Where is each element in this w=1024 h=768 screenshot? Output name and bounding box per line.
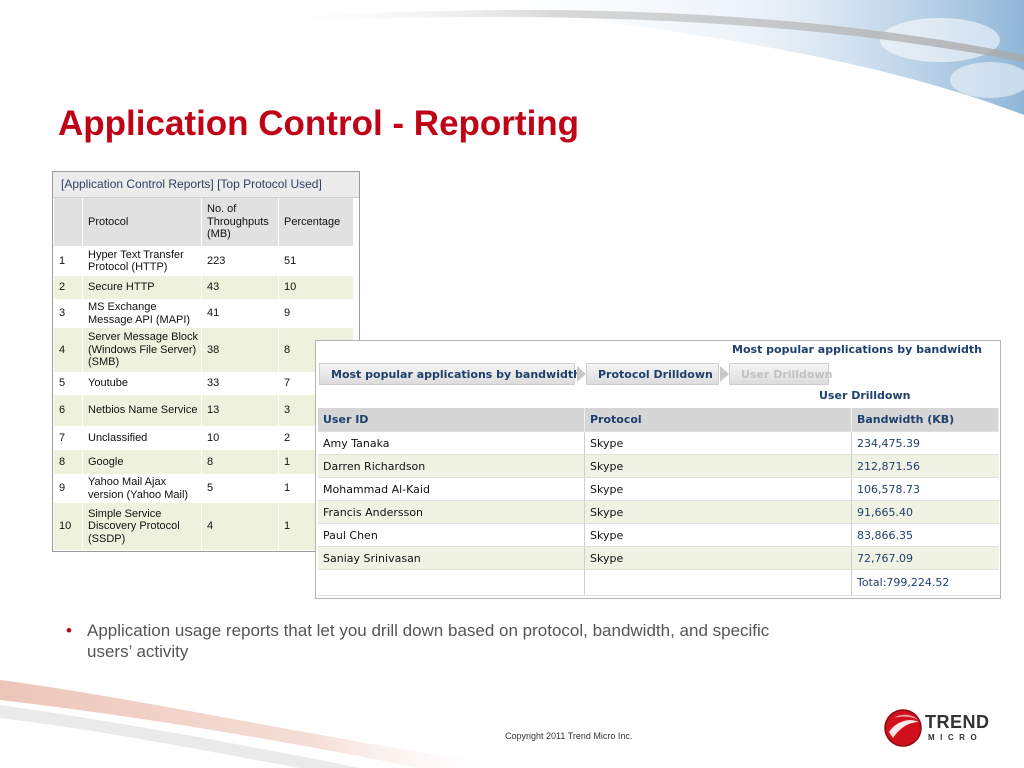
header-throughput: No. of Throughputs (MB) <box>201 198 278 246</box>
row-num: 1 <box>53 246 82 276</box>
row-percentage: 10 <box>278 276 353 299</box>
bandwidth: 212,871.56 <box>852 455 999 478</box>
row-protocol: Youtube <box>82 372 201 395</box>
copyright-text: Copyright 2011 Trend Micro Inc. <box>505 731 633 741</box>
breadcrumb-protocol-drilldown[interactable]: Protocol Drilldown <box>586 363 719 385</box>
logo-wordmark: TREND <box>925 712 990 732</box>
table-row <box>53 474 353 503</box>
breadcrumb-arrow-icon <box>577 366 586 382</box>
bandwidth: 83,866.35 <box>852 524 999 547</box>
row-num: 7 <box>53 426 82 450</box>
row-throughput: 10 <box>201 426 278 450</box>
table-row <box>318 478 999 501</box>
row-protocol: Simple Service Discovery Protocol (SSDP) <box>82 503 201 550</box>
header-bandwidth[interactable]: Bandwidth (KB) <box>852 408 999 432</box>
protocol-report-title: [Application Control Reports] [Top Protocol Used] <box>53 172 359 198</box>
total-empty-cell <box>318 570 585 596</box>
protocol-report-table <box>52 171 360 552</box>
user-id: Saniay Srinivasan <box>318 547 585 570</box>
row-throughput: 41 <box>201 299 278 328</box>
breadcrumb <box>319 363 999 385</box>
bandwidth: 91,665.40 <box>852 501 999 524</box>
row-percentage: 1 <box>278 503 353 550</box>
table-row <box>53 246 353 276</box>
row-percentage: 8 <box>278 328 353 372</box>
protocol: Skype <box>585 501 852 524</box>
user-id: Amy Tanaka <box>318 432 585 455</box>
row-num: 4 <box>53 328 82 372</box>
user-id: Paul Chen <box>318 524 585 547</box>
table-row <box>53 328 353 372</box>
row-throughput: 38 <box>201 328 278 372</box>
row-protocol: MS Exchange Message API (MAPI) <box>82 299 201 328</box>
logo-subwordmark: MICRO <box>928 733 983 742</box>
row-protocol: Netbios Name Service <box>82 395 201 426</box>
row-protocol: Google <box>82 450 201 474</box>
row-percentage: 1 <box>278 450 353 474</box>
row-throughput: 33 <box>201 372 278 395</box>
bandwidth: 72,767.09 <box>852 547 999 570</box>
row-num: 8 <box>53 450 82 474</box>
row-throughput: 8 <box>201 450 278 474</box>
row-percentage: 9 <box>278 299 353 328</box>
row-throughput: 13 <box>201 395 278 426</box>
row-protocol: Secure HTTP <box>82 276 201 299</box>
row-num: 3 <box>53 299 82 328</box>
user-id: Francis Andersson <box>318 501 585 524</box>
breadcrumb-applications[interactable]: Most popular applications by bandwidth <box>319 363 575 385</box>
protocol: Skype <box>585 547 852 570</box>
row-throughput: 223 <box>201 246 278 276</box>
protocol: Skype <box>585 455 852 478</box>
row-percentage: 1 <box>278 474 353 503</box>
row-num: 10 <box>53 503 82 550</box>
header-percentage: Percentage <box>278 198 353 246</box>
row-percentage: 7 <box>278 372 353 395</box>
breadcrumb-user-drilldown: User Drilldown <box>729 363 829 385</box>
table-row <box>53 395 353 426</box>
table-row <box>53 276 353 299</box>
bandwidth: 106,578.73 <box>852 478 999 501</box>
table-row <box>53 299 353 328</box>
table-row <box>318 524 999 547</box>
user-id: Mohammad Al-Kaid <box>318 478 585 501</box>
row-throughput: 43 <box>201 276 278 299</box>
breadcrumb-arrow-icon <box>720 366 729 382</box>
table-row <box>318 455 999 478</box>
table-row <box>53 503 353 550</box>
total-empty-cell <box>585 570 852 596</box>
table-row <box>53 450 353 474</box>
header-user-id[interactable]: User ID <box>318 408 585 432</box>
row-num: 2 <box>53 276 82 299</box>
bandwidth: 234,475.39 <box>852 432 999 455</box>
row-num: 9 <box>53 474 82 503</box>
table-row <box>318 547 999 570</box>
table-header-row <box>318 408 999 432</box>
protocol: Skype <box>585 524 852 547</box>
user-id: Darren Richardson <box>318 455 585 478</box>
row-protocol: Unclassified <box>82 426 201 450</box>
row-throughput: 4 <box>201 503 278 550</box>
report-heading: Most popular applications by bandwidth <box>732 343 982 356</box>
row-protocol: Server Message Block (Windows File Server)(SMB) <box>82 328 201 372</box>
bullet-icon: • <box>66 621 72 640</box>
row-percentage: 2 <box>278 426 353 450</box>
bandwidth-total: Total:799,224.52 <box>852 570 999 596</box>
row-percentage: 51 <box>278 246 353 276</box>
protocol: Skype <box>585 432 852 455</box>
header-protocol[interactable]: Protocol <box>585 408 852 432</box>
slide-title: Application Control - Reporting <box>58 104 580 143</box>
table-header-row <box>53 198 353 246</box>
header-num <box>53 198 82 246</box>
sub-heading: User Drilldown <box>819 389 911 402</box>
table-row <box>318 432 999 455</box>
table-row <box>318 501 999 524</box>
row-throughput: 5 <box>201 474 278 503</box>
table-row <box>53 372 353 395</box>
table-row <box>53 426 353 450</box>
bullet-text: Application usage reports that let you drill down based on protocol, bandwidth, and specific users’ activity <box>87 621 770 661</box>
header-protocol: Protocol <box>82 198 201 246</box>
row-num: 6 <box>53 395 82 426</box>
user-drilldown-report <box>315 340 1001 599</box>
protocol: Skype <box>585 478 852 501</box>
row-protocol: Yahoo Mail Ajax version (Yahoo Mail) <box>82 474 201 503</box>
row-protocol: Hyper Text Transfer Protocol (HTTP) <box>82 246 201 276</box>
total-row <box>318 570 999 596</box>
row-num: 5 <box>53 372 82 395</box>
row-percentage: 3 <box>278 395 353 426</box>
